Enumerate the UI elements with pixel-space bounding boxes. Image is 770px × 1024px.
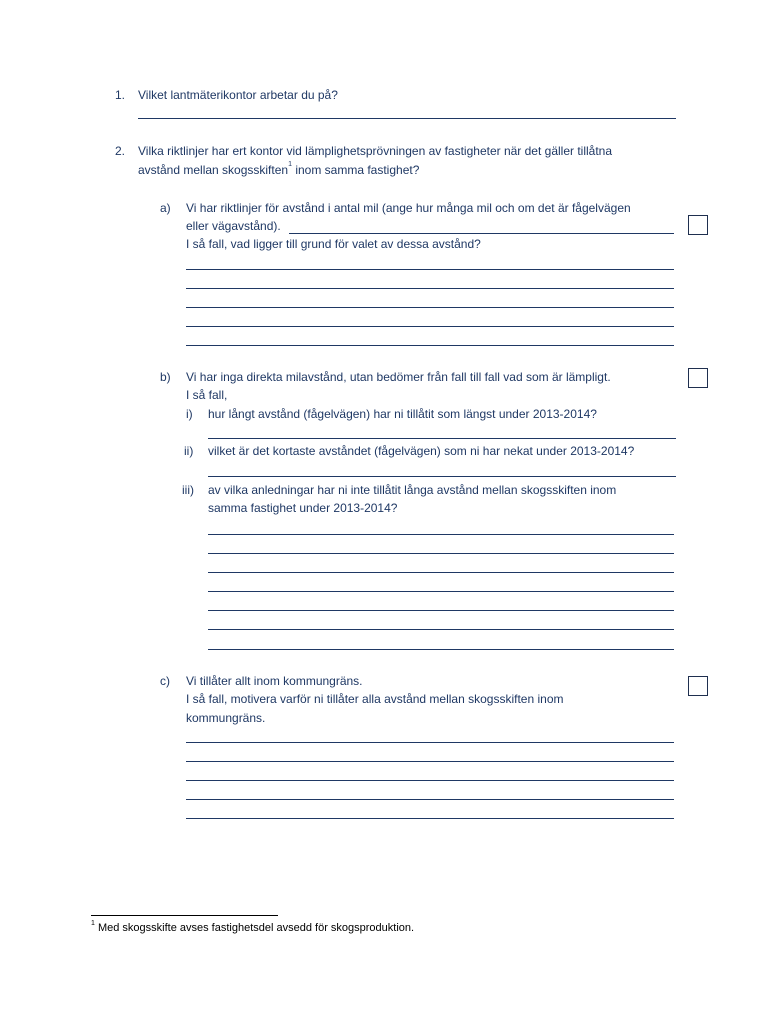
c-text-line3: kommungräns.	[186, 711, 266, 725]
b-i-text: hur långt avstånd (fågelvägen) har ni tillåtit som längst under 2013-2014?	[208, 407, 597, 421]
c-checkbox[interactable]	[688, 676, 708, 696]
c-answer-line[interactable]	[186, 742, 674, 743]
footnote-number: 1	[91, 920, 95, 927]
q1-number: 1.	[115, 88, 126, 102]
b-text-line1: Vi har inga direkta milavstånd, utan bedömer från fall till fall vad som är lämpligt.	[186, 370, 611, 384]
b-iii-number: iii)	[182, 483, 194, 497]
b-ii-text: vilket är det kortaste avståndet (fågelvägen) som ni har nekat under 2013-2014?	[208, 444, 635, 458]
c-text-line2: I så fall, motivera varför ni tillåter alla avstånd mellan skogsskiften inom	[186, 692, 564, 706]
q1-answer-line[interactable]	[138, 118, 676, 119]
a-answer-line[interactable]	[186, 288, 674, 289]
a-distance-line[interactable]	[289, 233, 674, 234]
b-text-line2: I så fall,	[186, 388, 228, 402]
b-ii-answer-line[interactable]	[208, 476, 676, 477]
b-iii-answer-line[interactable]	[208, 553, 674, 554]
b-i-number: i)	[186, 407, 193, 421]
b-iii-answer-line[interactable]	[208, 591, 674, 592]
a-answer-line[interactable]	[186, 269, 674, 270]
a-text-line2: eller vägavstånd).	[186, 219, 281, 233]
b-iii-text-line1: av vilka anledningar har ni inte tillåtit långa avstånd mellan skogsskiften inom	[208, 483, 617, 497]
c-answer-line[interactable]	[186, 818, 674, 819]
b-checkbox[interactable]	[688, 368, 708, 388]
q2-text-line2: avstånd mellan skogsskiften$^1$ inom samma fastighet?	[138, 161, 420, 177]
q2-number: 2.	[115, 144, 126, 158]
a-text-line3: I så fall, vad ligger till grund för valet av dessa avstånd?	[186, 237, 481, 251]
b-iii-answer-line[interactable]	[208, 572, 674, 573]
b-iii-answer-line[interactable]	[208, 610, 674, 611]
c-answer-line[interactable]	[186, 761, 674, 762]
a-answer-line[interactable]	[186, 307, 674, 308]
footnote-separator	[91, 915, 278, 916]
b-iii-text-line2: samma fastighet under 2013-2014?	[208, 501, 398, 515]
a-text-line1: Vi har riktlinjer för avstånd i antal mil (ange hur många mil och om det är fågelvägen	[186, 201, 631, 215]
footnote-ref: 1	[288, 161, 292, 168]
a-letter: a)	[160, 201, 171, 215]
footnote	[91, 922, 414, 934]
c-letter: c)	[160, 674, 170, 688]
a-checkbox[interactable]	[688, 215, 708, 235]
b-iii-answer-line[interactable]	[208, 629, 674, 630]
c-answer-line[interactable]	[186, 799, 674, 800]
b-letter: b)	[160, 370, 171, 384]
c-text-line1: Vi tillåter allt inom kommungräns.	[186, 674, 363, 688]
a-answer-line[interactable]	[186, 345, 674, 346]
c-answer-line[interactable]	[186, 780, 674, 781]
q1-text: Vilket lantmäterikontor arbetar du på?	[138, 88, 338, 102]
b-ii-number: ii)	[184, 444, 194, 458]
b-iii-answer-line[interactable]	[208, 534, 674, 535]
q2-text-line1: Vilka riktlinjer har ert kontor vid lämplighetsprövningen av fastigheter när det gäller tillåtna	[138, 144, 613, 158]
footnote-text: Med skogsskifte avses fastighetsdel avsedd för skogsproduktion.	[94, 922, 415, 934]
b-iii-answer-line[interactable]	[208, 649, 674, 650]
b-i-answer-line[interactable]	[208, 438, 676, 439]
a-answer-line[interactable]	[186, 326, 674, 327]
